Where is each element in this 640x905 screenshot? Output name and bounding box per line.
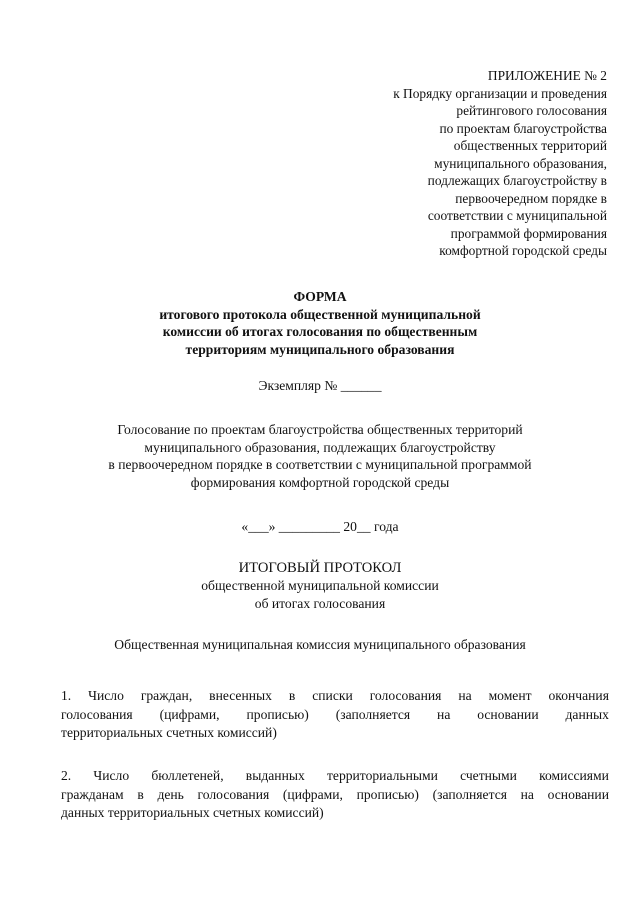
appendix-line: муниципального образования, xyxy=(434,155,607,171)
protocol-item-line: 1. Число граждан, внесенных в списки голосования на момент окончания xyxy=(61,688,609,703)
voting-description-line: Голосование по проектам благоустройства общественных территорий xyxy=(117,422,523,437)
form-title-heading: ФОРМА xyxy=(293,289,347,304)
form-title-line: территориям муниципального образования xyxy=(185,341,455,357)
commission-name: Общественная муниципальная комиссия муниципального образования xyxy=(114,637,526,652)
appendix-line: программой формирования xyxy=(450,225,607,241)
protocol-title xyxy=(0,559,640,613)
appendix-title: ПРИЛОЖЕНИЕ № 2 xyxy=(487,68,607,83)
appendix-line: по проектам благоустройства xyxy=(439,120,607,136)
voting-description xyxy=(0,421,640,491)
voting-description-line: формирования комфортной городской среды xyxy=(190,474,450,490)
protocol-item-line: 2. Число бюллетеней, выданных территориальными счетными комиссиями xyxy=(61,768,609,783)
form-title xyxy=(0,288,640,358)
appendix-line: соответствии с муниципальной xyxy=(427,208,607,223)
appendix-line: комфортной городской среды xyxy=(439,243,607,258)
protocol-line: общественной муниципальной комиссии xyxy=(201,578,439,593)
protocol-item-line: данных территориальных счетных комиссий) xyxy=(61,805,324,820)
protocol-item-line: голосования (цифрами, прописью) (заполняется на основании данных xyxy=(61,706,609,722)
protocol-item xyxy=(61,687,609,743)
form-title-line: итогового протокола общественной муниципальной xyxy=(159,306,481,322)
appendix-line: подлежащих благоустройству в xyxy=(427,173,607,188)
date-line: «___» _________ 20__ года xyxy=(241,519,399,534)
protocol-item-line: территориальных счетных комиссий) xyxy=(61,725,277,740)
instance-number: Экземпляр № ______ xyxy=(258,378,382,393)
form-title-line: комиссии об итогах голосования по общественным xyxy=(162,324,478,339)
protocol-line: об итогах голосования xyxy=(254,596,386,611)
appendix-line: рейтингового голосования xyxy=(456,103,607,118)
protocol-item-line: гражданам в день голосования (цифрами, прописью) (заполняется на основании xyxy=(61,786,609,802)
appendix-line: общественных территорий xyxy=(453,138,607,153)
appendix-header xyxy=(393,67,607,260)
protocol-heading: ИТОГОВЫЙ ПРОТОКОЛ xyxy=(238,560,402,576)
appendix-line: к Порядку организации и проведения xyxy=(393,85,607,101)
voting-description-line: муниципального образования, подлежащих благоустройству xyxy=(144,439,496,455)
protocol-item xyxy=(61,767,609,823)
voting-description-line: в первоочередном порядке в соответствии с муниципальной программой xyxy=(108,457,532,472)
appendix-line: первоочередном порядке в xyxy=(455,190,607,206)
